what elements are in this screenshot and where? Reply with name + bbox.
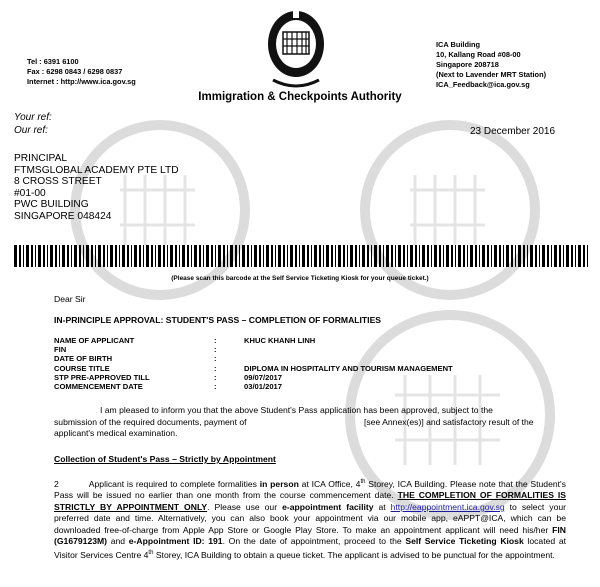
para-number: 2: [54, 478, 59, 489]
ica-address-block: [436, 40, 546, 90]
appointment-paragraph: 2 Applicant is required to complete formalities in person at ICA Office, 4th Storey, ICA Building. Please note that the Student's Pass will be issued no earlier than one month from the course commencement date. THE COMPLETION OF FORMALITIES IS STRICTLY BY APPOINTMENT ONLY. Please use our e-appointment facility at http://eappointment.ica.gov.sg to select your preferred date and time. Alternatively, you can also book your appointment via our mobile app, eAPPT@ICA, which can be downloaded free-of-charge from Apple App Store or Google Play Store. To make an appointment applicant will need his/her FIN (G1679123M) and e-Appointment ID: 191. On the date of appointment, proceed to the Self Service Ticketing Kiosk located at Visitor Services Centre 4th Storey, ICA Building to obtain a queue ticket. The applicant is advised to be punctual for the appointment.: [54, 478, 567, 560]
your-ref: Your ref:: [14, 112, 52, 123]
detail-value: DIPLOMA IN HOSPITALITY AND TOURISM MANAGEMENT: [244, 363, 453, 373]
street-text: 10, Kallang Road #08-00: [436, 50, 521, 59]
feedback-email: ICA_Feedback@ica.gov.sg: [436, 80, 530, 89]
queue-barcode: [14, 245, 588, 267]
salutation: Dear Sir: [54, 294, 86, 304]
detail-value: 09/07/2017: [244, 372, 283, 382]
postal-text: Singapore 208718: [436, 60, 499, 69]
letter-subject: IN-PRINCIPLE APPROVAL: STUDENT'S PASS – COMPLETION OF FORMALITIES: [54, 315, 382, 325]
building-text: ICA Building: [436, 40, 481, 49]
detail-label: FIN: [54, 345, 67, 355]
detail-label: COURSE TITLE: [54, 363, 110, 373]
para1-line: applicant's medical examination.: [54, 428, 178, 438]
detail-label: STP PRE-APPROVED TILL: [54, 372, 150, 382]
detail-value: 03/01/2017: [244, 382, 283, 392]
barcode-instruction: (Please scan this barcode at the Self Service Ticketing Kiosk for your queue ticket.): [171, 275, 429, 282]
address-line: 8 CROSS STREET: [14, 176, 102, 188]
letter-date: 23 December 2016: [470, 126, 556, 137]
detail-row: NAME OF APPLICANT : KHUC KHANH LINH: [54, 336, 453, 345]
internet-text: Internet : http://www.ica.gov.sg: [27, 77, 136, 86]
fax-text: Fax : 6298 0843 / 6298 0837: [27, 67, 123, 76]
detail-value: KHUC KHANH LINH: [244, 336, 316, 345]
address-line: #01-00: [14, 187, 46, 199]
detail-value: [244, 354, 453, 363]
approval-paragraph: [54, 405, 566, 440]
section-heading: Collection of Student's Pass – Strictly by Appointment: [54, 454, 276, 464]
eappointment-link[interactable]: http://eappointment.ica.gov.sg: [390, 501, 505, 512]
detail-label: DATE OF BIRTH: [54, 354, 113, 364]
agency-name: Immigration & Checkpoints Authority: [198, 91, 402, 103]
para1-line: I am pleased to inform you that the above Student's Pass application has been approved, subject to the: [100, 405, 493, 415]
para1-line: [see Annex(es)] and satisfactory result of the: [364, 416, 534, 427]
address-line: PWC BUILDING: [14, 199, 89, 211]
detail-row: COMMENCEMENT DATE : 03/01/2017: [54, 382, 453, 391]
landmark-text: (Next to Lavender MRT Station): [436, 70, 547, 79]
detail-row: COURSE TITLE : DIPLOMA IN HOSPITALITY AND TOURISM MANAGEMENT: [54, 363, 453, 373]
detail-label: COMMENCEMENT DATE: [54, 382, 143, 392]
detail-row: STP PRE-APPROVED TILL : 09/07/2017: [54, 373, 453, 382]
appointment-id: e-Appointment ID: 191: [128, 536, 223, 547]
tel-text: Tel : 6391 6100: [27, 57, 79, 66]
recipient-address: [14, 153, 179, 223]
our-ref: Our ref:: [14, 125, 48, 136]
detail-value: [244, 345, 453, 354]
appointment-only-notice: THE COMPLETION OF FORMALITIES IS STRICTLY BY APPOINTMENT ONLY: [54, 490, 567, 512]
address-line: FTMSGLOBAL ACADEMY PTE LTD: [14, 164, 179, 176]
address-line: PRINCIPAL: [14, 153, 68, 164]
detail-label: NAME OF APPLICANT: [54, 336, 135, 345]
ica-seal-icon: [265, 6, 327, 92]
fin-number: FIN (G1679123M): [54, 524, 566, 547]
detail-row: FIN :: [54, 345, 453, 354]
para1-line: submission of the required documents, payment of: [54, 416, 247, 427]
detail-row: DATE OF BIRTH :: [54, 354, 453, 363]
address-line: SINGAPORE 048424: [14, 210, 112, 222]
applicant-details: [54, 336, 453, 391]
contact-block: [27, 57, 136, 87]
